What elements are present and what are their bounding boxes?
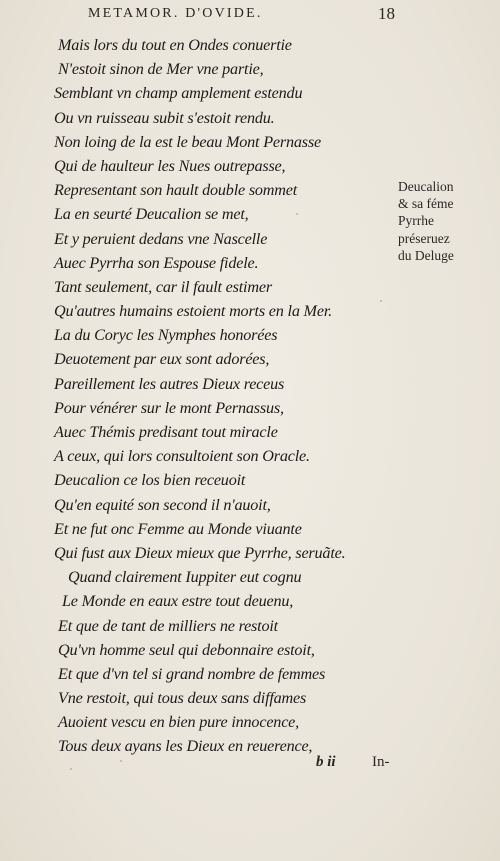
verse-line: Representant son hault double sommet <box>54 181 298 200</box>
marginal-note-line: du Deluge <box>398 247 454 263</box>
paper-speck <box>120 760 122 762</box>
verse-line: A ceux, qui lors consultoient son Oracle. <box>54 447 310 466</box>
verse-line: Ou vn ruisseau subit s'estoit rendu. <box>54 108 275 127</box>
paper-speck <box>380 300 382 302</box>
verse-line: N'estoit sinon de Mer vne partie, <box>58 60 264 79</box>
marginal-note-line: Pyrrhe <box>398 213 434 229</box>
verse-line: La du Coryc les Nymphes honorées <box>54 326 278 345</box>
verse-line: Quand clairement Iuppiter eut cognu <box>68 568 302 587</box>
verse-line: Pour vénérer sur le mont Pernassus, <box>54 398 284 417</box>
verse-line: Mais lors du tout en Ondes conuertie <box>58 36 292 54</box>
catchword: In- <box>372 754 390 770</box>
marginal-note <box>398 178 498 264</box>
verse-line: Tous deux ayans les Dieux en reuerence, <box>58 737 313 756</box>
verse-line: Et ne fut onc Femme au Monde viuante <box>54 519 302 538</box>
verse-line: Qui de haulteur les Nues outrepasse, <box>54 156 286 175</box>
verse-line: Auec Pyrrha son Espouse fidele. <box>54 253 259 272</box>
verse-line: La en seurté Deucalion se met, <box>54 205 249 224</box>
paper-speck <box>70 768 72 770</box>
verse-line: Qu'vn homme seul qui debonnaire estoit, <box>58 640 315 659</box>
verse-line: Qu'autres humains estoient morts en la Mer. <box>54 302 332 321</box>
marginal-note-line: & sa féme <box>398 196 454 212</box>
verse-line: Et que de tant de milliers ne restoit <box>58 616 278 635</box>
marginal-note-line: Deucalion <box>398 179 454 194</box>
verse-line: Vne restoit, qui tous deux sans diffames <box>58 689 307 708</box>
verse-line: Le Monde en eaux estre tout deuenu, <box>62 592 294 611</box>
running-title: METAMOR. D'OVIDE. <box>88 6 263 21</box>
verse-line: Tant seulement, car il fault estimer <box>54 277 272 296</box>
paper-speck <box>296 213 298 215</box>
page-number: 18 <box>378 4 395 23</box>
verse-line: Semblant vn champ amplement estendu <box>54 84 303 103</box>
verse-line: Et que d'vn tel si grand nombre de femmes <box>58 664 326 683</box>
verse-line: Pareillement les autres Dieux receus <box>54 374 285 393</box>
verse-line: Deuotement par eux sont adorées, <box>54 350 270 369</box>
verse-line: Auec Thémis predisant tout miracle <box>54 423 278 441</box>
verse-line: Auoient vescu en bien pure innocence, <box>58 713 300 732</box>
verse-block <box>54 33 394 759</box>
verse-line: Deucalion ce los bien receuoit <box>54 471 246 490</box>
signature-mark: b ii <box>316 754 336 770</box>
verse-line: Et y peruient dedans vne Nascelle <box>54 229 268 248</box>
marginal-note-line: préseruez <box>398 230 450 246</box>
verse-line: Non loing de la est le beau Mont Pernasse <box>54 132 321 151</box>
verse-line: Qu'en equité son second il n'auoit, <box>54 495 271 514</box>
verse-line: Qui fust aux Dieux mieux que Pyrrhe, seruãte. <box>54 543 346 562</box>
